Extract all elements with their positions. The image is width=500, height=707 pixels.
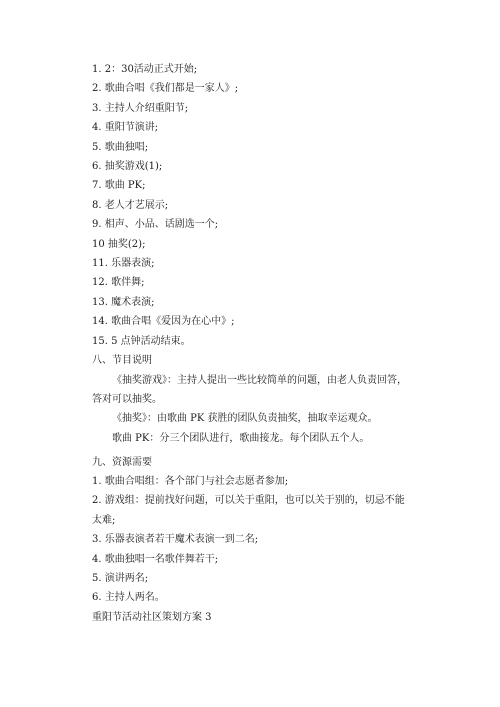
resource-item: 5. 演讲两名; [92,573,149,585]
resource-list [92,472,414,608]
resource-item: 3. 乐器表演者若干魔术表演一到二名; [92,534,259,546]
program-note-song-pk: 歌曲 PK：分三个团队进行，歌曲接龙。每个团队五个人。 [112,432,370,444]
program-item: 15. 5 点钟活动结束。 [92,335,191,347]
program-item: 6. 抽奖游戏(1); [92,161,163,173]
program-item: 8. 老人才艺展示; [92,199,169,211]
resource-item: 1. 歌曲合唱组：各个部门与社会志愿者参加; [92,476,289,488]
document-body [92,60,414,627]
program-item: 9. 相声、小品、话剧选一个; [92,219,219,231]
program-item: 13. 魔术表演; [92,296,155,308]
resource-item: 6. 主持人两名。 [92,592,165,604]
program-item: 1. 2：30活动正式开始; [92,64,198,75]
next-section-title: 重阳节活动社区策划方案 3 [92,611,212,623]
program-item: 5. 歌曲独唱; [92,141,149,153]
program-list [92,60,414,351]
program-item: 2. 歌曲合唱《我们都是一家人》; [92,83,239,95]
program-item: 14. 歌曲合唱《爱因为在心中》; [92,316,235,328]
resource-item: 4. 歌曲独唱一名歌伴舞若干; [92,553,219,565]
resource-item: 2. 游戏组：提前找好问题，可以关于重阳，也可以关于别的，切忌不能太难; [92,495,405,526]
program-note-lottery-game: 《抽奖游戏》：主持人提出一些比较简单的问题，由老人负责回答，答对可以抽奖。 [92,374,407,405]
program-note-lottery: 《抽奖》：由歌曲 PK 获胜的团队负责抽奖，抽取幸运观众。 [112,413,378,425]
section-heading-program-notes: 八、节目说明 [92,355,152,367]
program-item: 11. 乐器表演; [92,258,155,270]
program-item: 12. 歌伴舞; [92,277,145,289]
section-heading-resources: 九、资源需要 [92,456,152,468]
program-item: 7. 歌曲 PK; [92,180,146,192]
program-item: 3. 主持人介绍重阳节; [92,102,189,114]
program-item: 10 抽奖(2); [92,238,146,250]
program-item: 4. 重阳节演讲; [92,122,159,134]
